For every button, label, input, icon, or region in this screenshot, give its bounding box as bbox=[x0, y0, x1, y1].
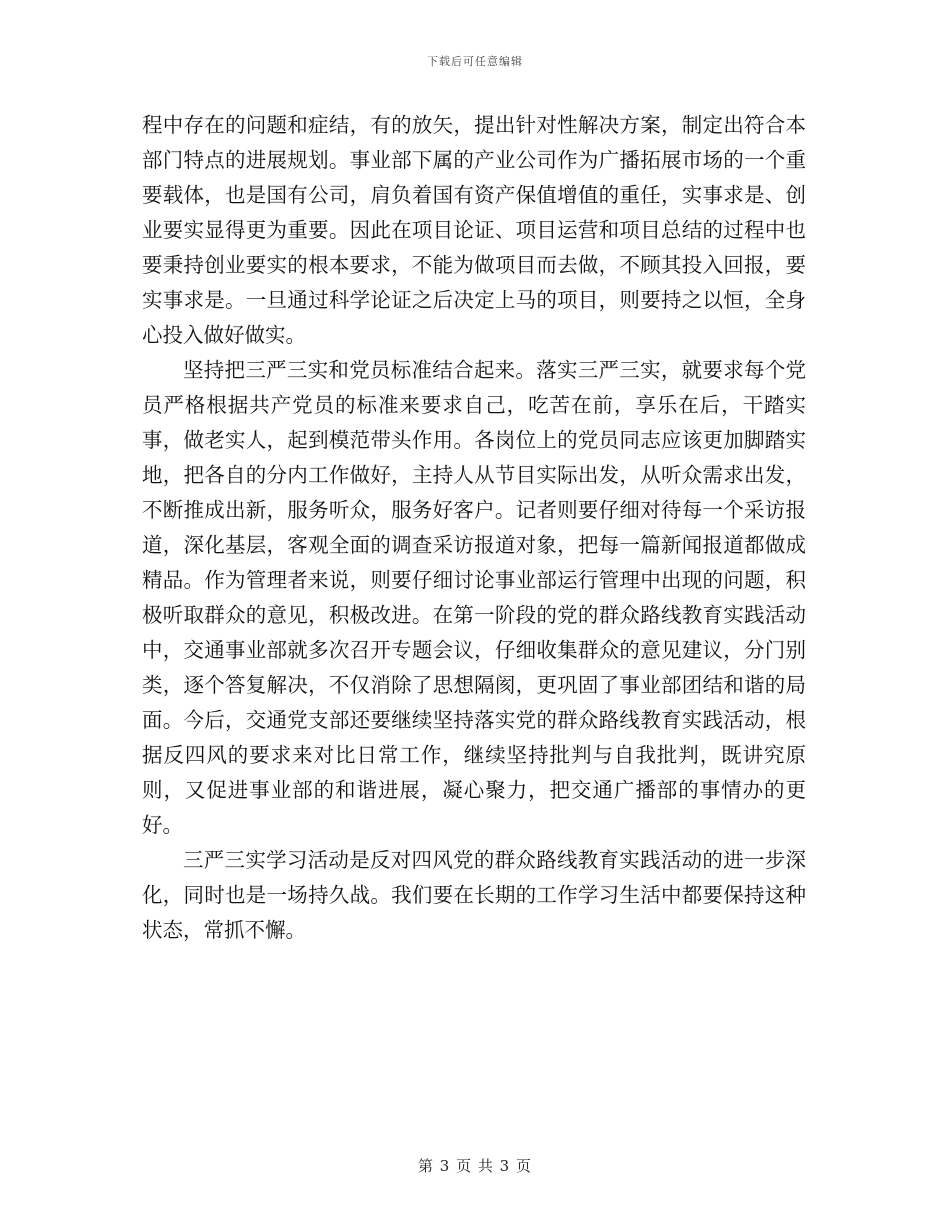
paragraph: 三严三实学习活动是反对四风党的群众路线教育实践活动的进一步深化，同时也是一场持久战。我们要在长期的工作学习生活中都要保持这种状态，常抓不懈。 bbox=[142, 848, 806, 942]
page-footer: 第 3 页 共 3 页 bbox=[418, 1157, 532, 1175]
page-header: 下载后可任意编辑 bbox=[427, 55, 523, 68]
paragraph-continued: 程中存在的问题和症结，有的放矢，提出针对性解决方案，制定出符合本部门特点的进展规划。事业部下属的产业公司作为广播拓展市场的一个重要载体，也是国有公司，肩负着国有资产保值增值的重任，实事求是、创业要实显得更为重要。因此在项目论证、项目运营和项目总结的过程中也要秉持创业要实的根本要求，不能为做项目而去做，不顾其投入回报，要实事求是。一旦通过科学论证之后决定上马的项目，则要持之以恒，全身心投入做好做实。 bbox=[142, 113, 806, 347]
paragraph: 坚持把三严三实和党员标准结合起来。落实三严三实，就要求每个党员严格根据共产党员的标准来要求自己，吃苦在前，享乐在后，干踏实事，做老实人，起到模范带头作用。各岗位上的党员同志应该更加脚踏实地，把各自的分内工作做好，主持人从节目实际出发，从听众需求出发，不断推成出新，服务听众，服务好客户。记者则要仔细对待每一个采访报道，深化基层，客观全面的调查采访报道对象，把每一篇新闻报道都做成精品。作为管理者来说，则要仔细讨论事业部运行管理中出现的问题，积极听取群众的意见，积极改进。在第一阶段的党的群众路线教育实践活动中，交通事业部就多次召开专题会议，仔细收集群众的意见建议，分门别类，逐个答复解决，不仅消除了思想隔阂，更巩固了事业部团结和谐的局面。今后，交通党支部还要继续坚持落实党的群众路线教育实践活动，根据反四风的要求来对比日常工作，继续坚持批判与自我批判，既讲究原则，又促进事业部的和谐进展，凝心聚力，把交通广播部的事情办的更好。 bbox=[142, 358, 806, 837]
document-body bbox=[142, 108, 806, 948]
